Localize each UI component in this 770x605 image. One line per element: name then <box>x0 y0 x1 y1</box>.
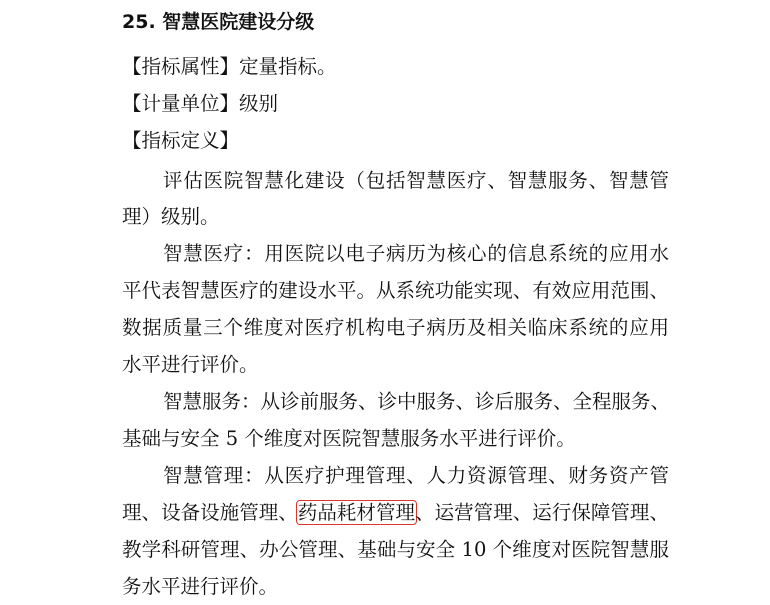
paragraph-line: 务水平进行评价。 <box>122 575 279 598</box>
definition-heading: 【指标定义】 <box>122 129 240 152</box>
text-segment: 理、设备设施管理、 <box>122 501 298 524</box>
highlighted-term: 药品耗材管理 <box>297 501 416 524</box>
paragraph-line: 教学科研管理、办公管理、基础与安全 10 个维度对医院智慧服 <box>122 538 669 561</box>
unit-line: 【计量单位】级别 <box>122 92 279 115</box>
paragraph-line: 智慧服务：从诊前服务、诊中服务、诊后服务、全程服务、 <box>163 390 671 413</box>
section-title: 25. 智慧医院建设分级 <box>122 11 315 33</box>
paragraph-line <box>122 494 669 531</box>
paragraph-line: 平代表智慧医疗的建设水平。从系统功能实现、有效应用范围、 <box>122 279 669 302</box>
paragraph-line: 水平进行评价。 <box>122 353 259 376</box>
paragraph-line: 基础与安全 5 个维度对医院智慧服务水平进行评价。 <box>122 427 576 450</box>
attribute-line: 【指标属性】定量指标。 <box>122 55 337 78</box>
paragraph-line: 数据质量三个维度对医疗机构电子病历及相关临床系统的应用 <box>122 316 669 339</box>
paragraph-line: 智慧医疗：用医院以电子病历为核心的信息系统的应用水 <box>163 242 669 265</box>
paragraph-line: 智慧管理：从医疗护理管理、人力资源管理、财务资产管 <box>163 464 669 487</box>
paragraph-line: 理）级别。 <box>122 205 220 228</box>
text-segment: 、运营管理、运行保障管理、 <box>415 501 669 524</box>
paragraph-line: 评估医院智慧化建设（包括智慧医疗、智慧服务、智慧管 <box>163 169 669 192</box>
